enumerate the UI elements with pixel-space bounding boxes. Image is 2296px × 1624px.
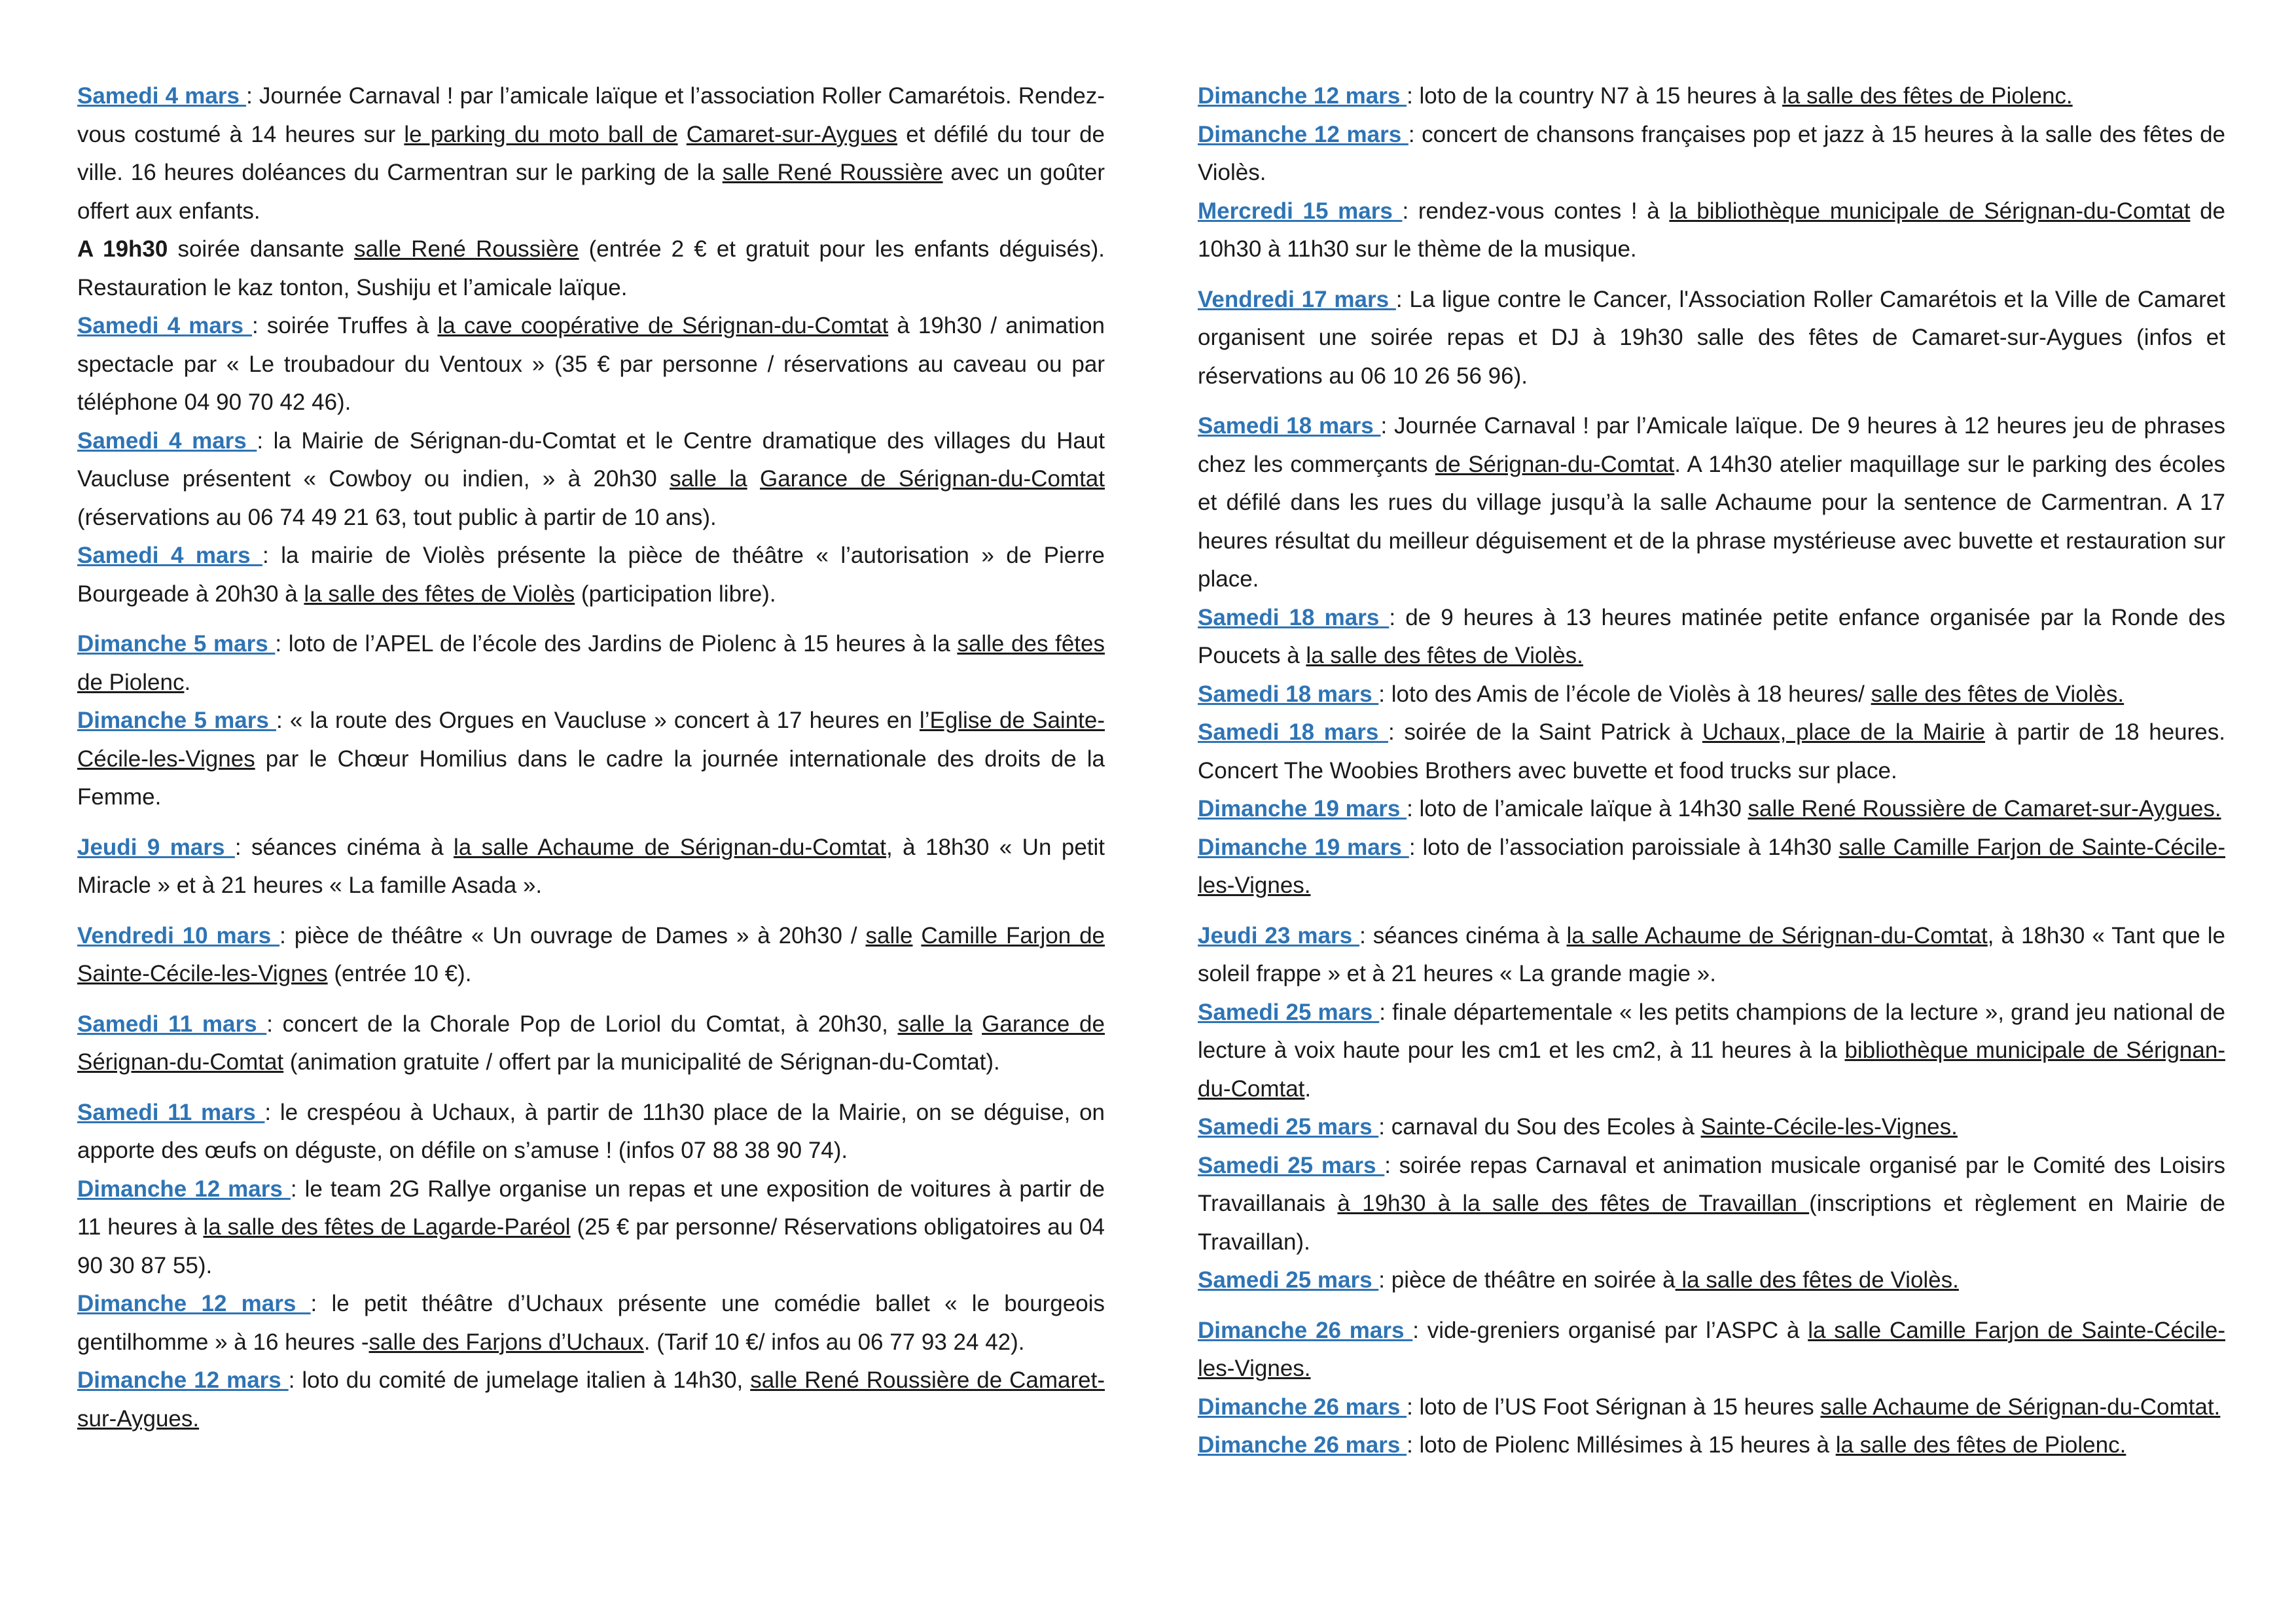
event-text [747, 466, 760, 492]
venue-text: la salle des fêtes de Violès. [1306, 643, 1583, 668]
event-text: : le petit théâtre d’Uchaux présente une comédie ballet « le bourgeois gentilhomme » à 16 heures - [77, 1291, 1105, 1355]
event-text: (entrée 2 € et gratuit pour les enfants déguisés). Restauration le kaz tonton, Sushiju et l’amicale laïque. [77, 236, 1105, 300]
venue-text: salle des fêtes de Violès. [1871, 681, 2125, 707]
venue-text: salle René Roussière [722, 160, 943, 185]
event-text: : séances cinéma à [234, 834, 454, 860]
venue-text: la salle des fêtes de Lagarde-Paréol [203, 1214, 571, 1240]
event-entry [77, 1005, 1105, 1082]
event-entry [1198, 1108, 2225, 1147]
event-text: : Journée Carnaval ! par l’Amicale laïque. De 9 heures à 12 heures jeu de phrases chez les commerçants [1198, 413, 2226, 477]
event-date: Jeudi 23 mars [1198, 922, 1360, 948]
event-date: Dimanche 12 mars [1198, 83, 1407, 109]
event-date: Dimanche 19 mars [1198, 834, 1409, 860]
event-date: Dimanche 12 mars [1198, 121, 1408, 147]
venue-text: de Sérignan-du-Comtat [1435, 451, 1675, 477]
venue-text: salle la [670, 466, 747, 492]
event-date: Samedi 18 mars [1198, 719, 1389, 745]
event-text: : le crespéou à Uchaux, à partir de 11h30 place de la Mairie, on se déguise, on apporte des œufs on déguste, on défile on s’amuse ! (infos 07 88 38 90 74). [77, 1099, 1105, 1163]
event-text: , à 18h30 « Un petit Miracle » et à 21 heures « La famille Asada ». [77, 834, 1105, 898]
event-text: : loto de l’APEL de l’école des Jardins de Piolenc à 15 heures à la [275, 631, 958, 657]
event-text: : de 9 heures à 13 heures matinée petite enfance organisée par la Ronde des Poucets à [1198, 604, 2225, 668]
event-date: Samedi 4 mars [77, 427, 257, 454]
venue-text: salle des Farjons d’Uchaux [368, 1329, 644, 1355]
event-entry [77, 77, 1105, 230]
event-text: : la Mairie de Sérignan-du-Comtat et le Centre dramatique des villages du Haut Vaucluse présentent « Cowboy ou indien, » à 20h30 [77, 427, 1105, 492]
event-date: Dimanche 5 mars [77, 631, 276, 657]
event-entry [1198, 599, 2225, 676]
right-column [1198, 77, 2225, 1465]
event-text: : le team 2G Rallye organise un repas et une exposition de voitures à partir de 11 heures à [77, 1176, 1105, 1240]
venue-text: salle René Roussière [354, 236, 579, 262]
event-text: : concert de la Chorale Pop de Loriol du Comtat, à 20h30, [266, 1011, 898, 1037]
venue-text: Camille Farjon de Sainte-Cécile-les-Vignes [77, 922, 1105, 986]
venue-text: Camaret-sur-Aygues [686, 121, 898, 147]
venue-text: salle Camille Farjon de Sainte-Cécile-les-Vignes. [1198, 834, 2225, 898]
event-entry [1198, 713, 2225, 790]
event-text: à partir de 18 heures. Concert The Woobies Brothers avec buvette et food trucks sur place. [1198, 719, 2225, 784]
event-entry [1198, 829, 2225, 905]
venue-text: la salle des fêtes de Violès. [1675, 1267, 1959, 1293]
event-entry [77, 625, 1105, 702]
venue-text: Garance de Sérignan-du-Comtat [759, 466, 1105, 492]
event-text: avec un goûter offert aux enfants. [77, 160, 1105, 224]
event-entry [77, 1170, 1105, 1286]
event-text: : loto de Piolenc Millésimes à 15 heures à [1407, 1432, 1836, 1458]
event-text: : la mairie de Violès présente la pièce de théâtre « l’autorisation » de Pierre Bourgeade à 20h30 à [77, 543, 1105, 607]
event-entry [1198, 1261, 2225, 1300]
event-date: Dimanche 26 mars [1198, 1317, 1413, 1343]
event-text: : loto de l’US Foot Sérignan à 15 heures [1407, 1394, 1821, 1420]
venue-text: la salle Achaume de Sérignan-du-Comtat [1566, 922, 1988, 948]
event-entry [77, 307, 1105, 422]
event-entry [77, 1362, 1105, 1438]
event-text: : loto des Amis de l’école de Violès à 18 heures/ [1378, 681, 1871, 707]
event-text: (entrée 10 €). [327, 961, 472, 986]
event-text: : loto de l’association paroissiale à 14h30 [1408, 834, 1839, 860]
event-text: : La ligue contre le Cancer, l'Association Roller Camarétois et la Ville de Camaret organisent une soirée repas et DJ à 19h30 salle des fêtes de Camaret-sur-Aygues (infos et réservations au 06 10 26 56 96). [1198, 286, 2225, 389]
event-entry [77, 537, 1105, 613]
venue-text: salle Achaume de Sérignan-du-Comtat. [1820, 1394, 2221, 1420]
event-text: : loto de l’amicale laïque à 14h30 [1407, 796, 1748, 821]
event-date: Dimanche 5 mars [77, 708, 276, 733]
event-date: Samedi 4 mars [77, 83, 247, 109]
event-entry [1198, 917, 2225, 994]
event-entry [1198, 1312, 2225, 1388]
event-text: (participation libre). [575, 581, 776, 607]
event-date: Dimanche 26 mars [1198, 1394, 1407, 1420]
venue-text: le parking du moto ball de [404, 121, 678, 147]
event-text: : soirée Truffes à [252, 313, 438, 338]
event-text [912, 923, 921, 948]
venue-text: Uchaux, place de la Mairie [1702, 719, 1985, 745]
event-entry [1198, 790, 2225, 829]
event-date: Samedi 18 mars [1198, 681, 1379, 707]
event-text: de 10h30 à 11h30 sur le thème de la musique. [1198, 198, 2226, 262]
event-text: . (Tarif 10 €/ infos au 06 77 93 24 42). [643, 1329, 1025, 1355]
event-date: Jeudi 9 mars [77, 834, 235, 860]
event-entry [1198, 994, 2225, 1109]
event-entry [1198, 1426, 2225, 1465]
event-time-bold: A 19h30 [77, 236, 168, 262]
event-date: Dimanche 12 mars [77, 1176, 291, 1202]
event-text: : soirée repas Carnaval et animation musicale organisé par le Comité des Loisirs Travaillanais [1198, 1152, 2225, 1216]
event-text: et défilé du tour de ville. 16 heures doléances du Carmentran sur le parking de la [77, 121, 1105, 185]
event-entry [77, 422, 1105, 537]
event-text: : carnaval du Sou des Ecoles à [1378, 1114, 1701, 1140]
event-text: : Journée Carnaval ! par l’amicale laïque et l’association Roller Camarétois. Rendez-vous costumé à 14 heures sur [77, 83, 1105, 147]
venue-text: salle la [897, 1011, 973, 1037]
event-date: Mercredi 15 mars [1198, 198, 1403, 224]
event-text: : rendez-vous contes ! à [1402, 198, 1670, 224]
venue-text: la cave coopérative de Sérignan-du-Comtat [437, 313, 889, 338]
event-date: Dimanche 19 mars [1198, 796, 1407, 821]
event-entry [77, 917, 1105, 994]
event-entry [1198, 281, 2225, 396]
event-entry [77, 702, 1105, 817]
event-text: (inscriptions et règlement en Mairie de Travaillan). [1198, 1191, 2226, 1255]
event-text: (animation gratuite / offert par la municipalité de Sérignan-du-Comtat). [283, 1049, 1000, 1075]
event-text: : concert de chansons françaises pop et jazz à 15 heures à la salle des fêtes de Violès. [1198, 121, 2225, 185]
venue-text: la salle des fêtes de Piolenc. [1782, 83, 2073, 109]
event-text [972, 1011, 982, 1037]
event-entry [77, 230, 1105, 307]
event-text: : pièce de théâtre « Un ouvrage de Dames » à 20h30 / [279, 922, 866, 948]
venue-text: la salle Camille Farjon de Sainte-Cécile-les-Vignes. [1198, 1317, 2225, 1381]
event-date: Samedi 4 mars [77, 543, 263, 568]
venue-text: à 19h30 à la salle des fêtes de Travaillan [1337, 1191, 1810, 1216]
event-text: . [1304, 1075, 1312, 1102]
event-text: : loto du comité de jumelage italien à 14h30, [288, 1367, 751, 1393]
event-date: Samedi 25 mars [1198, 1114, 1379, 1140]
venue-text: l’Eglise de Sainte-Cécile-les-Vignes [77, 708, 1105, 772]
event-text: par le Chœur Homilius dans le cadre la journée internationale des droits de la Femme. [77, 746, 1105, 810]
event-text: : vide-greniers organisé par l’ASPC à [1412, 1317, 1808, 1343]
event-date: Dimanche 12 mars [77, 1291, 311, 1316]
event-text: : loto de la country N7 à 15 heures à [1407, 83, 1783, 109]
event-text: : soirée de la Saint Patrick à [1388, 719, 1702, 745]
event-text [678, 122, 687, 147]
left-column [77, 77, 1105, 1438]
event-date: Dimanche 26 mars [1198, 1432, 1407, 1458]
venue-text: la bibliothèque municipale de Sérignan-du-Comtat [1669, 198, 2191, 224]
event-entry [77, 829, 1105, 905]
event-entry [1198, 116, 2225, 192]
event-text: : pièce de théâtre en soirée à [1378, 1267, 1676, 1293]
venue-text: Sainte-Cécile-les-Vignes. [1700, 1114, 1958, 1140]
venue-text: bibliothèque municipale de Sérignan-du-Comtat [1198, 1038, 2225, 1102]
venue-text: Garance de Sérignan-du-Comtat [77, 1011, 1105, 1075]
venue-text: salle René Roussière de Camaret-sur-Aygues. [77, 1367, 1105, 1432]
event-date: Samedi 25 mars [1198, 1152, 1385, 1178]
venue-text: la salle Achaume de Sérignan-du-Comtat [453, 834, 886, 860]
venue-text: la salle des fêtes de Violès [304, 581, 575, 607]
event-text: . [184, 669, 191, 695]
event-date: Samedi 25 mars [1198, 999, 1380, 1025]
event-entry [1198, 407, 2225, 599]
event-text: : « la route des Orgues en Vaucluse » concert à 17 heures en [276, 708, 920, 733]
event-date: Vendredi 17 mars [1198, 286, 1396, 312]
event-date: Samedi 18 mars [1198, 413, 1381, 439]
event-text: : séances cinéma à [1359, 922, 1567, 948]
event-date: Vendredi 10 mars [77, 922, 280, 948]
event-date: Samedi 11 mars [77, 1099, 265, 1125]
event-entry [1198, 676, 2225, 714]
event-text: soirée dansante [168, 236, 355, 262]
venue-text: salle des fêtes de Piolenc [77, 631, 1105, 695]
event-date: Samedi 25 mars [1198, 1267, 1379, 1293]
venue-text: salle René Roussière de Camaret-sur-Aygues. [1748, 796, 2221, 821]
event-text: (réservations au 06 74 49 21 63, tout public à partir de 10 ans). [77, 504, 717, 530]
event-date: Samedi 18 mars [1198, 604, 1390, 630]
event-entry [77, 1285, 1105, 1362]
event-date: Samedi 4 mars [77, 313, 253, 338]
event-text: : finale départementale « les petits champions de la lecture », grand jeu national de lecture à voix haute pour les cm1 et les cm2, à 11 heures à la [1198, 999, 2225, 1063]
event-date: Samedi 11 mars [77, 1011, 267, 1037]
venue-text: salle [865, 922, 913, 948]
event-entry [1198, 1147, 2225, 1262]
event-text: (25 € par personne/ Réservations obligatoires au 04 90 30 87 55). [77, 1214, 1105, 1278]
event-text: , à 18h30 « Tant que le soleil frappe » et à 21 heures « La grande magie ». [1198, 922, 2225, 986]
event-entry [1198, 1388, 2225, 1427]
event-entry [1198, 192, 2225, 269]
event-text: . A 14h30 atelier maquillage sur le parking des écoles et défilé dans les rues du village jusqu’à la salle Achaume pour la sentence de Carmentran. A 17 heures résultat du meilleur déguisement et de la phrase mystérieuse avec buvette et restauration sur place. [1198, 451, 2225, 592]
event-entry [1198, 77, 2225, 116]
event-date: Dimanche 12 mars [77, 1367, 289, 1393]
event-text: à 19h30 / animation spectacle par « Le troubadour du Ventoux » (35 € par personne / réservations au caveau ou par téléphone 04 90 70 42 46). [77, 313, 1105, 415]
venue-text: la salle des fêtes de Piolenc. [1835, 1432, 2126, 1458]
event-entry [77, 1094, 1105, 1170]
